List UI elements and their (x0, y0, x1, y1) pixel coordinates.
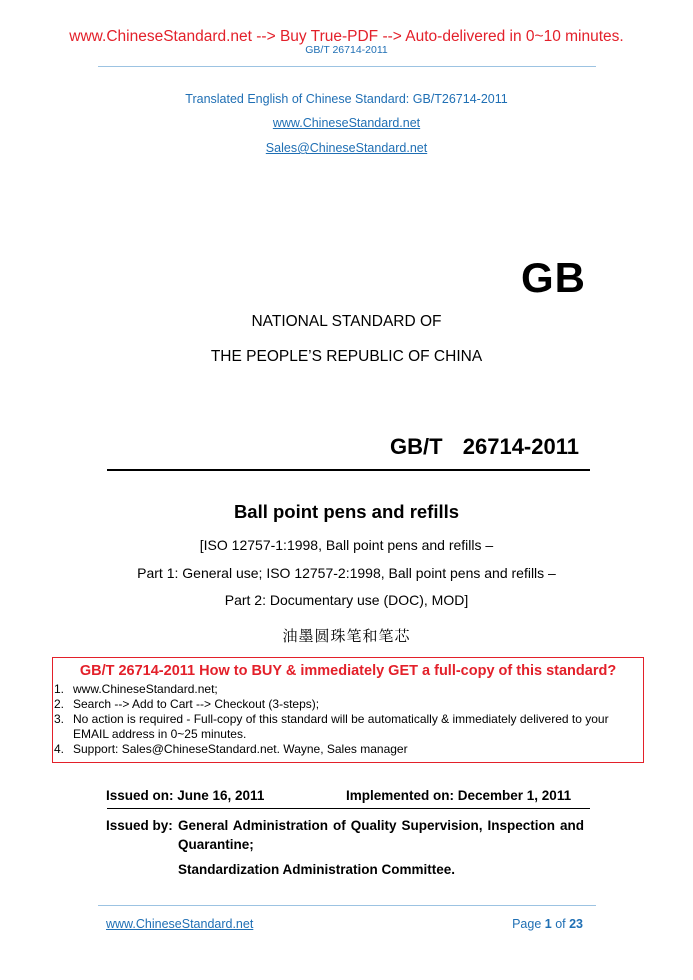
document-title: Ball point pens and refills (233, 501, 460, 522)
code-rule (107, 469, 590, 471)
footer-divider (98, 905, 596, 906)
national-standard-line2: THE PEOPLE’S REPUBLIC OF CHINA (210, 348, 483, 365)
buy-box-heading: GB/T 26714-2011 How to BUY & immediately GET a full-copy of this standard? (79, 663, 617, 679)
list-item: 4. Support: Sales@ChineseStandard.net. Wayne, Sales manager (54, 742, 408, 756)
chinese-title: 油墨圆珠笔和笔芯 (282, 627, 411, 645)
buy-steps-list (53, 682, 643, 757)
subtitle-line1: [ISO 12757-1:1998, Ball point pens and refills – (199, 537, 494, 553)
list-item: 2. Search --> Add to Cart --> Checkout (3-steps); (54, 697, 320, 711)
national-standard-line1: NATIONAL STANDARD OF (251, 313, 442, 330)
page-prefix: Page (512, 917, 545, 931)
step-search-text: Search --> Add to Cart --> Checkout (3-steps); (73, 697, 320, 711)
dates-rule (107, 808, 590, 809)
page-indicator (512, 917, 583, 931)
implemented-on-date: Implemented on: December 1, 2011 (346, 788, 572, 803)
promo-banner[interactable]: www.ChineseStandard.net --> Buy True-PDF --> Auto-delivered in 0~10 minutes. (69, 28, 624, 45)
list-item: 3. No action is required - Full-copy of this standard will be automatically & immediately delivered to your EMAIL address in 0~25 minutes. (54, 712, 609, 741)
header-divider (98, 66, 596, 67)
page-number: 1 (544, 917, 552, 931)
list-item: 1. www.ChineseStandard.net; (54, 682, 218, 696)
header-standard-code: GB/T 26714-2011 (305, 44, 388, 56)
subtitle-line3: Part 2: Documentary use (DOC), MOD] (224, 592, 469, 608)
gb-mark: GB (521, 254, 586, 301)
issued-by-block (106, 816, 584, 879)
step-site-link[interactable]: www.ChineseStandard.net; (73, 682, 218, 696)
page-total: 23 (569, 917, 583, 931)
standard-code: GB/T 26714-2011 (389, 434, 579, 459)
step-support-text: Support: Sales@ChineseStandard.net. Wayne, Sales manager (73, 742, 408, 756)
subtitle-line2: Part 1: General use; ISO 12757-2:1998, Ball point pens and refills – (137, 565, 556, 581)
issued-by-label: Issued by: (106, 818, 173, 833)
footer-site-link[interactable]: www.ChineseStandard.net (106, 917, 254, 931)
buy-instructions-box (52, 657, 644, 763)
email-link[interactable]: Sales@ChineseStandard.net (265, 141, 428, 155)
issuer-2: Standardization Administration Committee. (178, 862, 456, 877)
issuer-1: General Administration of Quality Supervision, Inspection and Quarantine; (178, 818, 584, 852)
issued-on-date: Issued on: June 16, 2011 (106, 788, 265, 803)
page-of: of (551, 917, 570, 931)
translated-notice: Translated English of Chinese Standard: GB/T26714-2011 (185, 92, 508, 106)
step-delivery-text: No action is required - Full-copy of this standard will be automatically & immediately delivered to your EMAIL address in 0~25 minutes. (73, 712, 609, 741)
site-link[interactable]: www.ChineseStandard.net (272, 116, 421, 130)
